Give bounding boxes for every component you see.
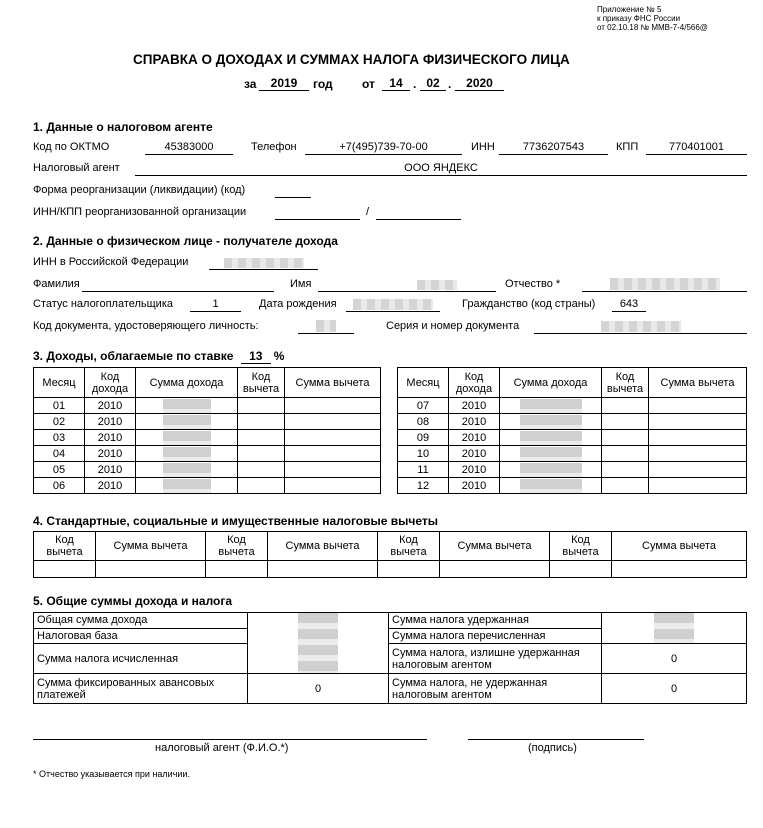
income-sum-cell xyxy=(500,446,602,462)
income-code-header: Код дохода xyxy=(85,368,136,398)
oktmo-label: Код по ОКТМО xyxy=(33,141,110,153)
code-cell: 2010 xyxy=(449,414,500,430)
income-sum-cell xyxy=(136,414,238,430)
deduction-code-header: Код вычета xyxy=(238,368,285,398)
period-day: 14 xyxy=(382,77,410,91)
citizenship-label: Гражданство (код страны) xyxy=(462,298,596,310)
redacted-block xyxy=(520,431,582,445)
code-cell: 2010 xyxy=(85,478,136,494)
deduction-code-header: Код вычета xyxy=(378,532,440,561)
redacted-block xyxy=(520,463,582,477)
month-cell: 01 xyxy=(34,398,85,414)
month-cell: 10 xyxy=(398,446,449,462)
redacted-block xyxy=(520,479,582,493)
phone-label: Телефон xyxy=(251,141,297,153)
income-table-right xyxy=(397,367,747,494)
code-cell: 2010 xyxy=(449,430,500,446)
month-cell: 07 xyxy=(398,398,449,414)
deduction-code-header: Код вычета xyxy=(602,368,649,398)
redacted-block xyxy=(610,278,720,290)
patronymic-value xyxy=(582,278,747,292)
redacted-block xyxy=(353,299,433,310)
redacted-block xyxy=(601,321,681,332)
surname-label: Фамилия xyxy=(33,278,80,290)
tax-transferred-label: Сумма налога перечисленная xyxy=(389,628,602,644)
table-row xyxy=(398,462,747,478)
name-value xyxy=(318,278,496,292)
redacted-block xyxy=(654,613,694,643)
redacted-block xyxy=(520,415,582,429)
redacted-block xyxy=(163,463,211,477)
period-year: 2019 xyxy=(259,77,309,91)
reorg-slash: / xyxy=(366,206,370,218)
code-cell: 2010 xyxy=(449,478,500,494)
code-cell: 2010 xyxy=(449,462,500,478)
month-cell: 05 xyxy=(34,462,85,478)
income-sum-cell xyxy=(500,478,602,494)
tax-not-withheld-label: Сумма налога, не удержанная налоговым агентом xyxy=(389,674,602,704)
code-cell: 2010 xyxy=(85,462,136,478)
deduction-sum-header: Сумма вычета xyxy=(285,368,381,398)
deduction-sum-header: Сумма вычета xyxy=(649,368,747,398)
kpp-value: 770401001 xyxy=(646,141,747,155)
fixed-advance-value: 0 xyxy=(248,674,389,704)
period-dot2: . xyxy=(448,77,452,91)
birth-label: Дата рождения xyxy=(259,298,337,310)
deduction-code-header: Код вычета xyxy=(34,532,96,561)
status-label: Статус налогоплательщика xyxy=(33,298,174,310)
month-cell: 03 xyxy=(34,430,85,446)
section4-heading: 4. Стандартные, социальные и имущественные налоговые вычеты xyxy=(33,514,438,528)
reorg-inn-label: ИНН/КПП реорганизованной организации xyxy=(33,206,247,218)
redacted-block xyxy=(520,399,582,413)
oktmo-value: 45383000 xyxy=(145,141,233,155)
income-sum-cell xyxy=(500,462,602,478)
reorg-value xyxy=(275,184,311,198)
income-sum-cell xyxy=(500,398,602,414)
period-god: год xyxy=(313,77,333,91)
tax-withheld-values xyxy=(602,613,747,644)
deduction-sum-header: Сумма вычета xyxy=(612,532,747,561)
patronymic-label: Отчество * xyxy=(505,278,561,290)
deduction-code-header: Код вычета xyxy=(550,532,612,561)
agent-inn-value: 7736207543 xyxy=(499,141,608,155)
income-sum-header: Сумма дохода xyxy=(500,368,602,398)
period-month: 02 xyxy=(420,77,446,91)
income-sum-header: Сумма дохода xyxy=(136,368,238,398)
reorg-inn-value xyxy=(275,206,360,220)
tax-excess-value: 0 xyxy=(602,644,747,674)
income-sum-cell xyxy=(500,414,602,430)
doc-number-value xyxy=(534,320,747,334)
code-cell: 2010 xyxy=(85,414,136,430)
footnote: * Отчество указывается при наличии. xyxy=(33,769,190,779)
kpp-label: КПП xyxy=(616,141,639,153)
tax-excess-label: Сумма налога, излишне удержанная налоговым агентом xyxy=(389,644,602,674)
reorg-kpp-value xyxy=(376,206,461,220)
income-code-header: Код дохода xyxy=(449,368,500,398)
status-value: 1 xyxy=(190,298,241,312)
table-row xyxy=(34,430,381,446)
month-cell: 04 xyxy=(34,446,85,462)
section1-heading: 1. Данные о налоговом агенте xyxy=(33,120,213,134)
agent-signature-label: налоговый агент (Ф.И.О.*) xyxy=(155,742,289,754)
month-cell: 11 xyxy=(398,462,449,478)
name-label: Имя xyxy=(290,278,312,290)
table-row xyxy=(398,398,747,414)
redacted-block xyxy=(163,399,211,413)
total-income-label: Общая сумма дохода xyxy=(34,613,248,629)
section3-heading: 3. Доходы, облагаемые по ставке 13 % xyxy=(33,349,285,363)
code-cell: 2010 xyxy=(449,398,500,414)
code-cell: 2010 xyxy=(449,446,500,462)
section2-heading: 2. Данные о физическом лице - получателе дохода xyxy=(33,234,338,248)
table-row xyxy=(398,478,747,494)
total-income-values xyxy=(248,613,389,674)
deduction-sum-header: Сумма вычета xyxy=(440,532,550,561)
sign-label: (подпись) xyxy=(528,742,577,754)
income-table-left xyxy=(33,367,381,494)
deduction-sum-header: Сумма вычета xyxy=(268,532,378,561)
table-row xyxy=(34,478,381,494)
table-row xyxy=(398,414,747,430)
fixed-advance-label: Сумма фиксированных авансовых платежей xyxy=(34,674,248,704)
person-inn-value xyxy=(209,256,318,270)
agent-signature-line xyxy=(33,739,427,740)
redacted-block xyxy=(163,479,211,493)
table-row xyxy=(34,446,381,462)
month-cell: 02 xyxy=(34,414,85,430)
doc-number-label: Серия и номер документа xyxy=(386,320,520,332)
percent-sign: % xyxy=(273,349,285,363)
section5-heading: 5. Общие суммы дохода и налога xyxy=(33,594,233,608)
redacted-block xyxy=(163,415,211,429)
income-sum-cell xyxy=(136,462,238,478)
document-title: СПРАВКА О ДОХОДАХ И СУММАХ НАЛОГА ФИЗИЧЕСКОГО ЛИЦА xyxy=(133,52,570,67)
income-sum-cell xyxy=(136,478,238,494)
period-ot: от xyxy=(362,77,375,91)
redacted-block xyxy=(224,258,304,268)
deduction-sum-header: Сумма вычета xyxy=(96,532,206,561)
agent-inn-label: ИНН xyxy=(471,141,495,153)
redacted-block xyxy=(163,447,211,461)
redacted-block xyxy=(417,280,457,290)
surname-value xyxy=(82,278,274,292)
table-row xyxy=(34,561,747,578)
code-cell: 2010 xyxy=(85,430,136,446)
income-sum-cell xyxy=(136,430,238,446)
table-row xyxy=(34,462,381,478)
income-sum-cell xyxy=(136,398,238,414)
rate-value: 13 xyxy=(241,349,271,364)
period-dot1: . xyxy=(413,77,417,91)
table-row xyxy=(34,398,381,414)
code-cell: 2010 xyxy=(85,398,136,414)
income-sum-cell xyxy=(500,430,602,446)
redacted-block xyxy=(520,447,582,461)
table-row xyxy=(398,430,747,446)
redacted-block xyxy=(316,320,336,332)
birth-value xyxy=(346,298,440,312)
totals-table xyxy=(33,612,747,704)
sign-line xyxy=(468,739,644,740)
deductions-table xyxy=(33,531,747,578)
table-row xyxy=(34,414,381,430)
phone-value: +7(495)739-70-00 xyxy=(305,141,462,155)
tax-calculated-label: Сумма налога исчисленная xyxy=(34,644,248,674)
reorg-label: Форма реорганизации (ликвидации) (код) xyxy=(33,184,246,196)
tax-not-withheld-value: 0 xyxy=(602,674,747,704)
appendix-note: Приложение № 5 к приказу ФНС России от 02.10.18 № ММВ-7-4/566@ xyxy=(597,5,708,32)
person-inn-label: ИНН в Российской Федерации xyxy=(33,256,189,268)
period-date-year: 2020 xyxy=(455,77,504,91)
income-sum-cell xyxy=(136,446,238,462)
tax-base-label: Налоговая база xyxy=(34,628,248,644)
month-cell: 06 xyxy=(34,478,85,494)
doc-code-value xyxy=(298,320,354,334)
agent-label: Налоговый агент xyxy=(33,162,120,174)
table-row xyxy=(398,446,747,462)
deduction-code-header: Код вычета xyxy=(206,532,268,561)
citizenship-value: 643 xyxy=(612,298,646,312)
month-cell: 12 xyxy=(398,478,449,494)
period-za: за xyxy=(244,77,257,91)
month-cell: 08 xyxy=(398,414,449,430)
redacted-block xyxy=(163,431,211,445)
tax-withheld-label: Сумма налога удержанная xyxy=(389,613,602,629)
month-header: Месяц xyxy=(398,368,449,398)
redacted-block xyxy=(298,613,338,673)
month-header: Месяц xyxy=(34,368,85,398)
agent-value: ООО ЯНДЕКС xyxy=(135,162,747,176)
month-cell: 09 xyxy=(398,430,449,446)
code-cell: 2010 xyxy=(85,446,136,462)
doc-code-label: Код документа, удостоверяющего личность: xyxy=(33,320,259,332)
